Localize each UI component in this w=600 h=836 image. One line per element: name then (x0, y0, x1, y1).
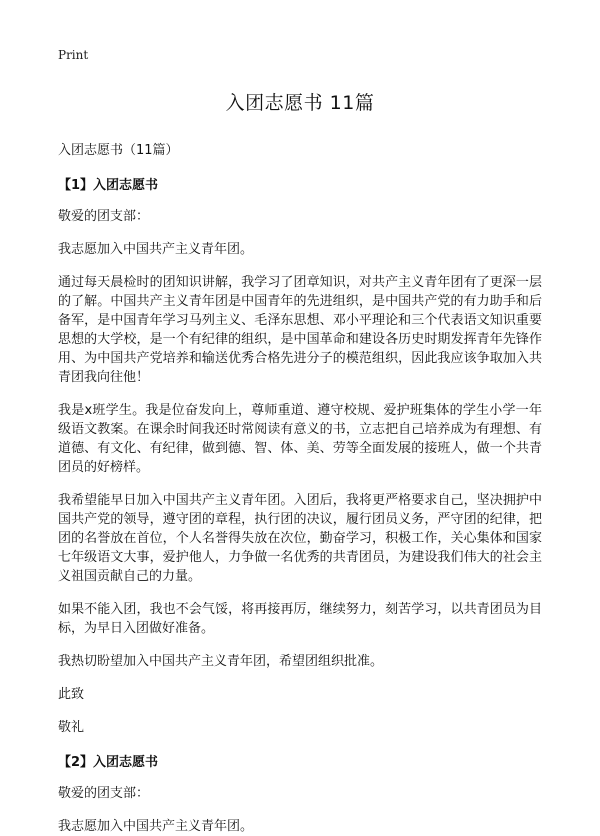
salutation: 敬爱的团支部： (58, 209, 150, 224)
paragraph: 我志愿加入中国共产主义青年团。 (58, 819, 254, 834)
salutation: 敬爱的团支部： (58, 786, 150, 801)
closing-line: 敬礼 (58, 720, 85, 735)
paragraph: 通过每天晨检时的团知识讲解，我学习了团章知识，对共产主义青年团有了更深一层的了解。中国共产主义青年团是中国青年的先进组织，是中国共产党的有力助手和后备军，是中国青年学习马列主义、毛泽东思想、邓小平理论和三个代表语文知识重要思想的大学校，是一个有纪律的组织，是中国革命和建设各历史时期发挥青年先锋作用、为中国共产党培养和输送优秀合格先进分子的模范组织，因此我应该争取加入共青团我向往他！ (58, 275, 542, 385)
print-link[interactable]: Print (58, 48, 89, 62)
paragraph: 我希望能早日加入中国共产主义青年团。入团后，我将更严格要求自己，坚决拥护中国共产党的领导，遵守团的章程，执行团的决议，履行团员义务，严守团的纪律，把团的名誉放在首位，个人名誉得失放在次位，勤奋学习，积极工作，关心集体和国家七年级语文大事，爱护他人，力争做一名优秀的共青团员，为建设我们伟大的社会主义祖国贡献自己的力量。 (58, 493, 542, 584)
document-title: 入团志愿书 11篇 (225, 92, 375, 114)
paragraph: 我是x班学生。我是位奋发向上，尊师重道、遵守校规、爱护班集体的学生小学一年级语文教案。在课余时间我还时常阅读有意义的书，立志把自己培养成为有理想、有道德、有文化、有纪律，做到德、智、体、美、劳等全面发展的接班人，做一个共青团员的好榜样。 (58, 403, 542, 475)
section-heading: 【2】入团志愿书 (58, 755, 159, 770)
section-heading: 【1】入团志愿书 (58, 178, 159, 193)
paragraph: 我热切盼望加入中国共产主义青年团，希望团组织批准。 (58, 654, 384, 669)
paragraph: 如果不能入团，我也不会气馁，将再接再厉，继续努力，刻苦学习，以共青团员为目标，为早日入团做好准备。 (58, 602, 542, 636)
closing-line: 此致 (58, 687, 85, 702)
paragraph: 我志愿加入中国共产主义青年团。 (58, 242, 254, 257)
document-subtitle: 入团志愿书（11篇） (58, 143, 179, 158)
